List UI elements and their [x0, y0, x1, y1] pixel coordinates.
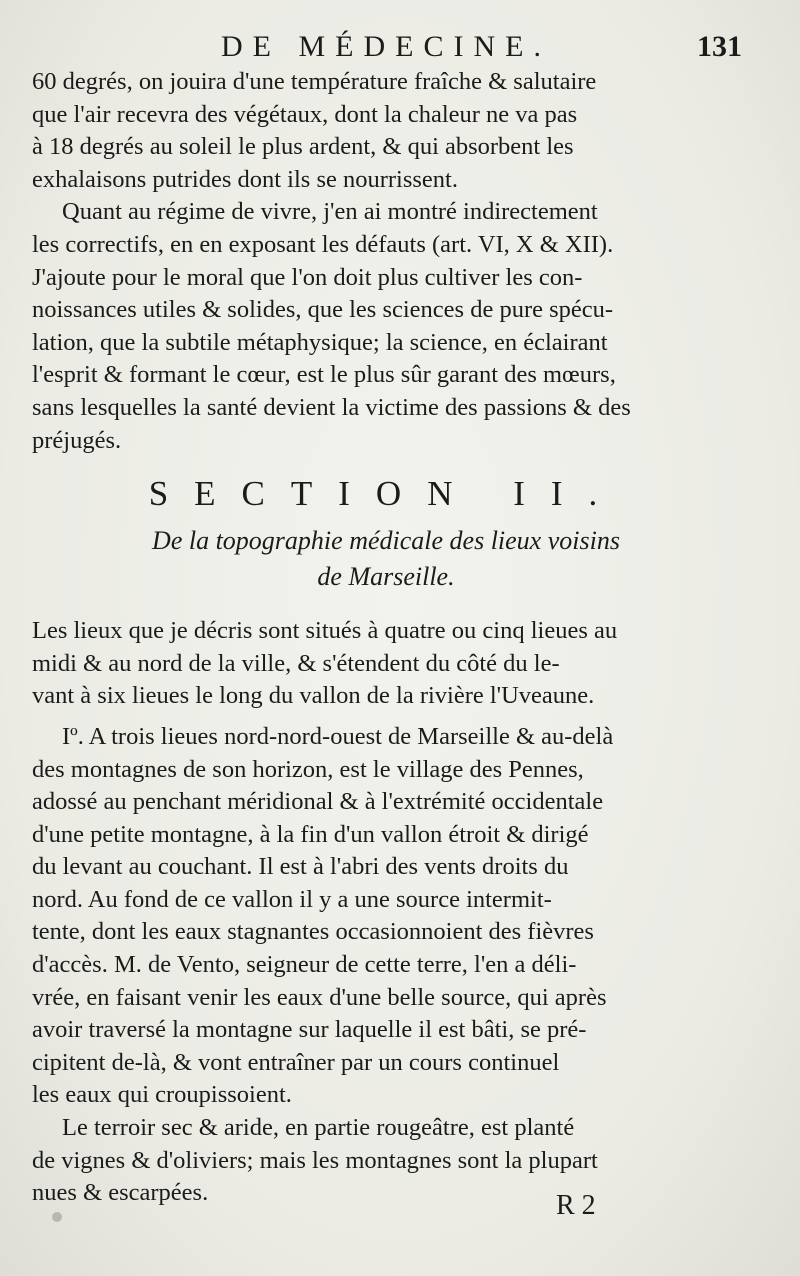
- text-line: les eaux qui croupissoient.: [32, 1081, 292, 1109]
- text-line: l'esprit & formant le cœur, est le plus sûr garant des mœurs,: [32, 361, 616, 389]
- text-line: adossé au penchant méridional & à l'extrémité occidentale: [32, 788, 604, 816]
- paragraph-5: [32, 1112, 740, 1210]
- text-line: de vignes & d'oliviers; mais les montagnes sont la plupart: [32, 1146, 598, 1174]
- section-subtitle: [32, 523, 740, 595]
- ink-smudge: [52, 1212, 62, 1222]
- subtitle-line: De la topographie médicale des lieux voisins: [152, 526, 620, 556]
- page-number: 131: [697, 30, 742, 63]
- text-line: Quant au régime de vivre, j'en ai montré indirectement: [62, 198, 598, 226]
- catchword: R 2: [556, 1190, 596, 1221]
- text-line: J'ajoute pour le moral que l'on doit plus cultiver les con-: [32, 263, 583, 291]
- text-line: que l'air recevra des végétaux, dont la chaleur ne va pas: [32, 100, 578, 128]
- text-line: lation, que la subtile métaphysique; la science, en éclairant: [32, 328, 608, 356]
- text-line: vant à six lieues le long du vallon de la rivière l'Uveaune.: [32, 682, 595, 710]
- text-line: 60 degrés, on jouira d'une température fraîche & salutaire: [32, 68, 597, 95]
- text-line: vrée, en faisant venir les eaux d'une belle source, qui après: [32, 983, 607, 1011]
- text-line: les correctifs, en en exposant les défauts (art. VI, X & XII).: [32, 230, 614, 258]
- text-line: préjugés.: [32, 426, 122, 454]
- text-line: avoir traversé la montagne sur laquelle il est bâti, se pré-: [32, 1016, 587, 1044]
- text-line: noissances utiles & solides, que les sciences de pure spécu-: [32, 296, 614, 324]
- text-line: des montagnes de son horizon, est le village des Pennes,: [32, 755, 584, 783]
- text-line: d'une petite montagne, à la fin d'un vallon étroit & dirigé: [32, 820, 589, 848]
- text-line: tente, dont les eaux stagnantes occasionnoient des fièvres: [32, 918, 594, 946]
- text-line: nues & escarpées.: [32, 1179, 209, 1207]
- paragraph-2: [32, 196, 740, 457]
- text-line: exhalaisons putrides dont ils se nourrissent.: [32, 165, 458, 193]
- page-body: [32, 66, 740, 1210]
- paragraph-4: [32, 721, 740, 1112]
- text-line: du levant au couchant. Il est à l'abri des vents droits du: [32, 853, 569, 881]
- text-line: d'accès. M. de Vento, seigneur de cette terre, l'en a déli-: [32, 951, 577, 979]
- text-line: nord. Au fond de ce vallon il y a une source intermit-: [32, 885, 552, 913]
- section-heading: SECTION II.: [148, 474, 624, 514]
- text-line: sans lesquelles la santé devient la victime des passions & des: [32, 393, 631, 421]
- text-line: Le terroir sec & aride, en partie rougeâtre, est planté: [62, 1114, 575, 1142]
- paragraph-1: [32, 66, 740, 196]
- text-line: midi & au nord de la ville, & s'étendent du côté du le-: [32, 649, 560, 677]
- text-line: Les lieux que je décris sont situés à quatre ou cinq lieues au: [32, 617, 618, 645]
- paragraph-3: [32, 615, 740, 713]
- text-line: à 18 degrés au soleil le plus ardent, & qui absorbent les: [32, 133, 574, 161]
- text-line: Iº. A trois lieues nord-nord-ouest de Marseille & au-delà: [62, 722, 614, 750]
- subtitle-line: de Marseille.: [317, 562, 455, 592]
- text-line: cipitent de-là, & vont entraîner par un cours continuel: [32, 1048, 560, 1076]
- running-head: DE MÉDECINE.: [221, 30, 551, 63]
